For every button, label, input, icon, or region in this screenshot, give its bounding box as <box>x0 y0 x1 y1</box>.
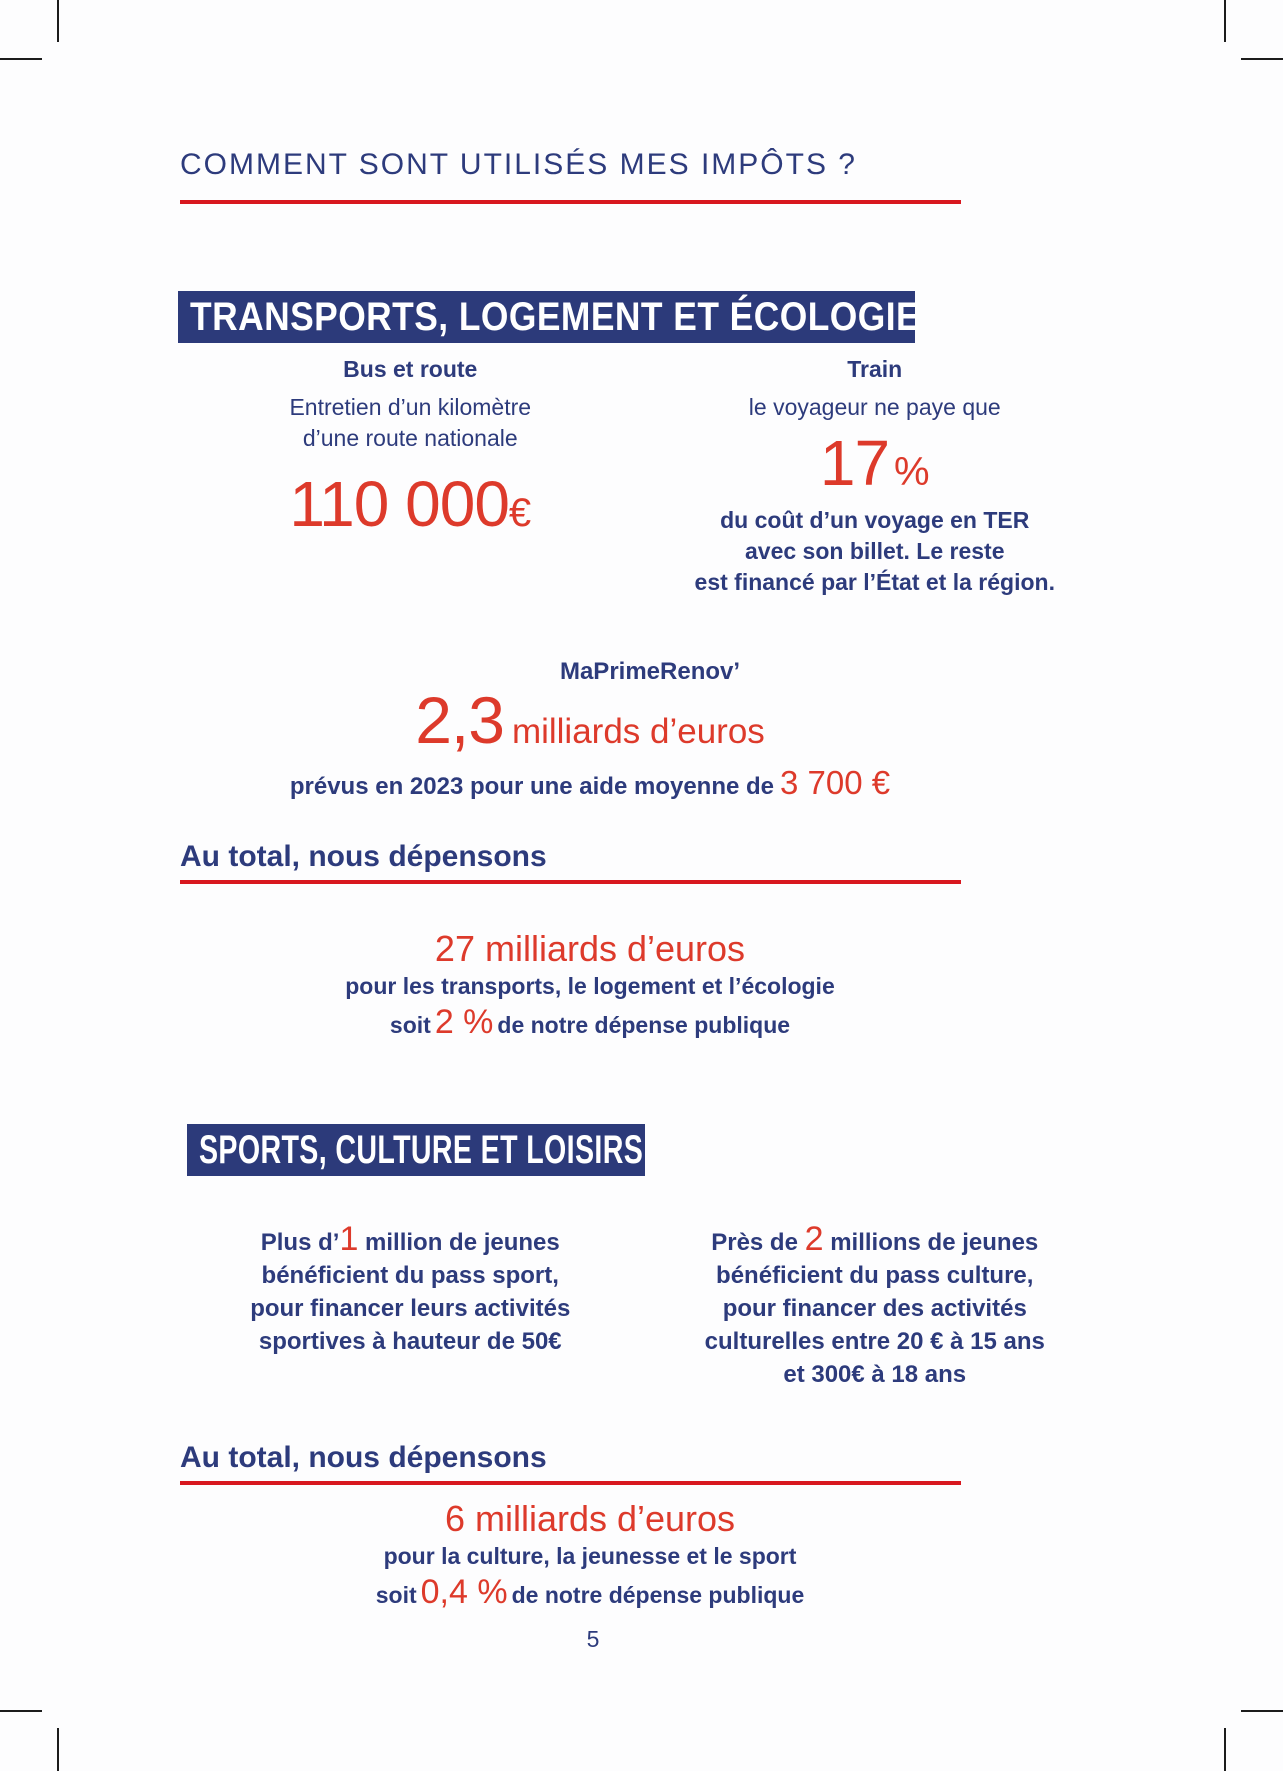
pass-culture-block <box>643 1222 1108 1391</box>
train-detail-line3: est financé par l’État et la région. <box>694 569 1055 595</box>
section-banner-transports-label: TRANSPORTS, LOGEMENT ET ÉCOLOGIE <box>190 294 921 339</box>
sports-columns <box>178 1222 1107 1391</box>
sports-total-detail: pour la culture, la jeunesse et le sport <box>383 1543 797 1569</box>
crop-mark-bottom-right-horizontal <box>1241 1710 1283 1712</box>
sports-total-share-suffix: de notre dépense publique <box>511 1582 805 1608</box>
section-banner-transports <box>178 291 921 343</box>
train-percentage-value: 17 <box>819 427 890 499</box>
train-block <box>643 356 1108 598</box>
pass-sport-number: 1 <box>339 1220 359 1258</box>
section-banner-sports <box>187 1124 645 1176</box>
transport-columns <box>178 356 1107 598</box>
crop-mark-bottom-left-vertical <box>57 1728 59 1771</box>
pass-sport-block <box>178 1222 643 1391</box>
train-heading: Train <box>847 356 903 382</box>
train-intro: le voyageur ne paye que <box>748 394 1001 420</box>
bus-route-amount <box>178 468 643 540</box>
maprimerenov-heading: MaPrimeRenov’ <box>559 658 741 685</box>
train-detail-line1: du coût d’un voyage en TER <box>720 507 1030 533</box>
sports-total-share-percent: 0,4 % <box>420 1573 508 1611</box>
sports-total-share-prefix: soit <box>375 1582 417 1608</box>
maprimerenov-amount <box>180 682 1000 758</box>
total-heading-sports: Au total, nous dépensons <box>180 1441 961 1485</box>
pass-culture-line5: et 300€ à 18 ans <box>783 1361 967 1388</box>
maprimerenov-note <box>180 764 1000 802</box>
pass-culture-line1 <box>643 1222 1108 1259</box>
pass-culture-line2: bénéficient du pass culture, <box>716 1262 1034 1289</box>
pass-sport-line1 <box>178 1222 643 1259</box>
transport-total-share-percent: 2 % <box>434 1003 494 1041</box>
train-percentage-unit: % <box>894 450 930 494</box>
transport-total-amount: 27 milliards d’euros <box>434 928 746 969</box>
pass-culture-line1-prefix: Près de <box>711 1229 798 1256</box>
transport-total-detail: pour les transports, le logement et l’écologie <box>345 973 835 999</box>
train-percentage <box>643 427 1108 499</box>
bus-route-description-line2: d’une route nationale <box>302 425 518 451</box>
train-detail-line2: avec son billet. Le reste <box>744 538 1005 564</box>
bus-route-block <box>178 356 643 598</box>
sports-total-share <box>180 1572 1000 1615</box>
crop-mark-top-right-horizontal <box>1241 58 1283 60</box>
bus-route-amount-unit: € <box>508 491 532 535</box>
maprimerenov-block <box>180 658 1000 802</box>
crop-mark-top-right-vertical <box>1224 0 1226 42</box>
pass-culture-line4: culturelles entre 20 € à 15 ans <box>704 1328 1045 1355</box>
pass-sport-line1-prefix: Plus d’ <box>260 1229 340 1256</box>
pass-sport-line3: pour financer leurs activités <box>250 1295 571 1322</box>
sports-total-block <box>180 1498 1000 1615</box>
total-heading-transports: Au total, nous dépensons <box>180 840 961 884</box>
transport-total-share-prefix: soit <box>389 1012 431 1038</box>
page-title: COMMENT SONT UTILISÉS MES IMPÔTS ? <box>180 148 961 204</box>
maprimerenov-amount-label: milliards d’euros <box>511 712 765 751</box>
pass-culture-number: 2 <box>804 1220 824 1258</box>
section-banner-sports-label: SPORTS, CULTURE ET LOISIRS <box>199 1127 644 1172</box>
transport-total-share <box>180 1002 1000 1045</box>
pass-sport-line4: sportives à hauteur de 50€ <box>258 1328 562 1355</box>
pass-culture-line3: pour financer des activités <box>722 1295 1027 1322</box>
pass-sport-line1-suffix: million de jeunes <box>365 1229 560 1256</box>
train-detail <box>643 505 1108 598</box>
transport-total-share-suffix: de notre dépense publique <box>497 1012 791 1038</box>
sports-total-amount: 6 milliards d’euros <box>444 1498 736 1539</box>
maprimerenov-note-value: 3 700 € <box>780 764 891 801</box>
bus-route-heading: Bus et route <box>343 356 478 382</box>
maprimerenov-amount-value: 2,3 <box>415 683 504 757</box>
crop-mark-bottom-left-horizontal <box>0 1710 42 1712</box>
crop-mark-bottom-right-vertical <box>1224 1728 1226 1771</box>
pass-culture-line1-suffix: millions de jeunes <box>830 1229 1039 1256</box>
bus-route-description-line1: Entretien d’un kilomètre <box>289 394 532 420</box>
crop-mark-top-left-vertical <box>57 0 59 42</box>
transport-total-block <box>180 928 1000 1045</box>
crop-mark-top-left-horizontal <box>0 58 42 60</box>
page-number: 5 <box>586 1626 600 1652</box>
pass-sport-line2: bénéficient du pass sport, <box>261 1262 559 1289</box>
bus-route-description <box>178 392 643 454</box>
bus-route-amount-value: 110 000 <box>289 468 509 540</box>
maprimerenov-note-prefix: prévus en 2023 pour une aide moyenne de <box>289 773 775 800</box>
